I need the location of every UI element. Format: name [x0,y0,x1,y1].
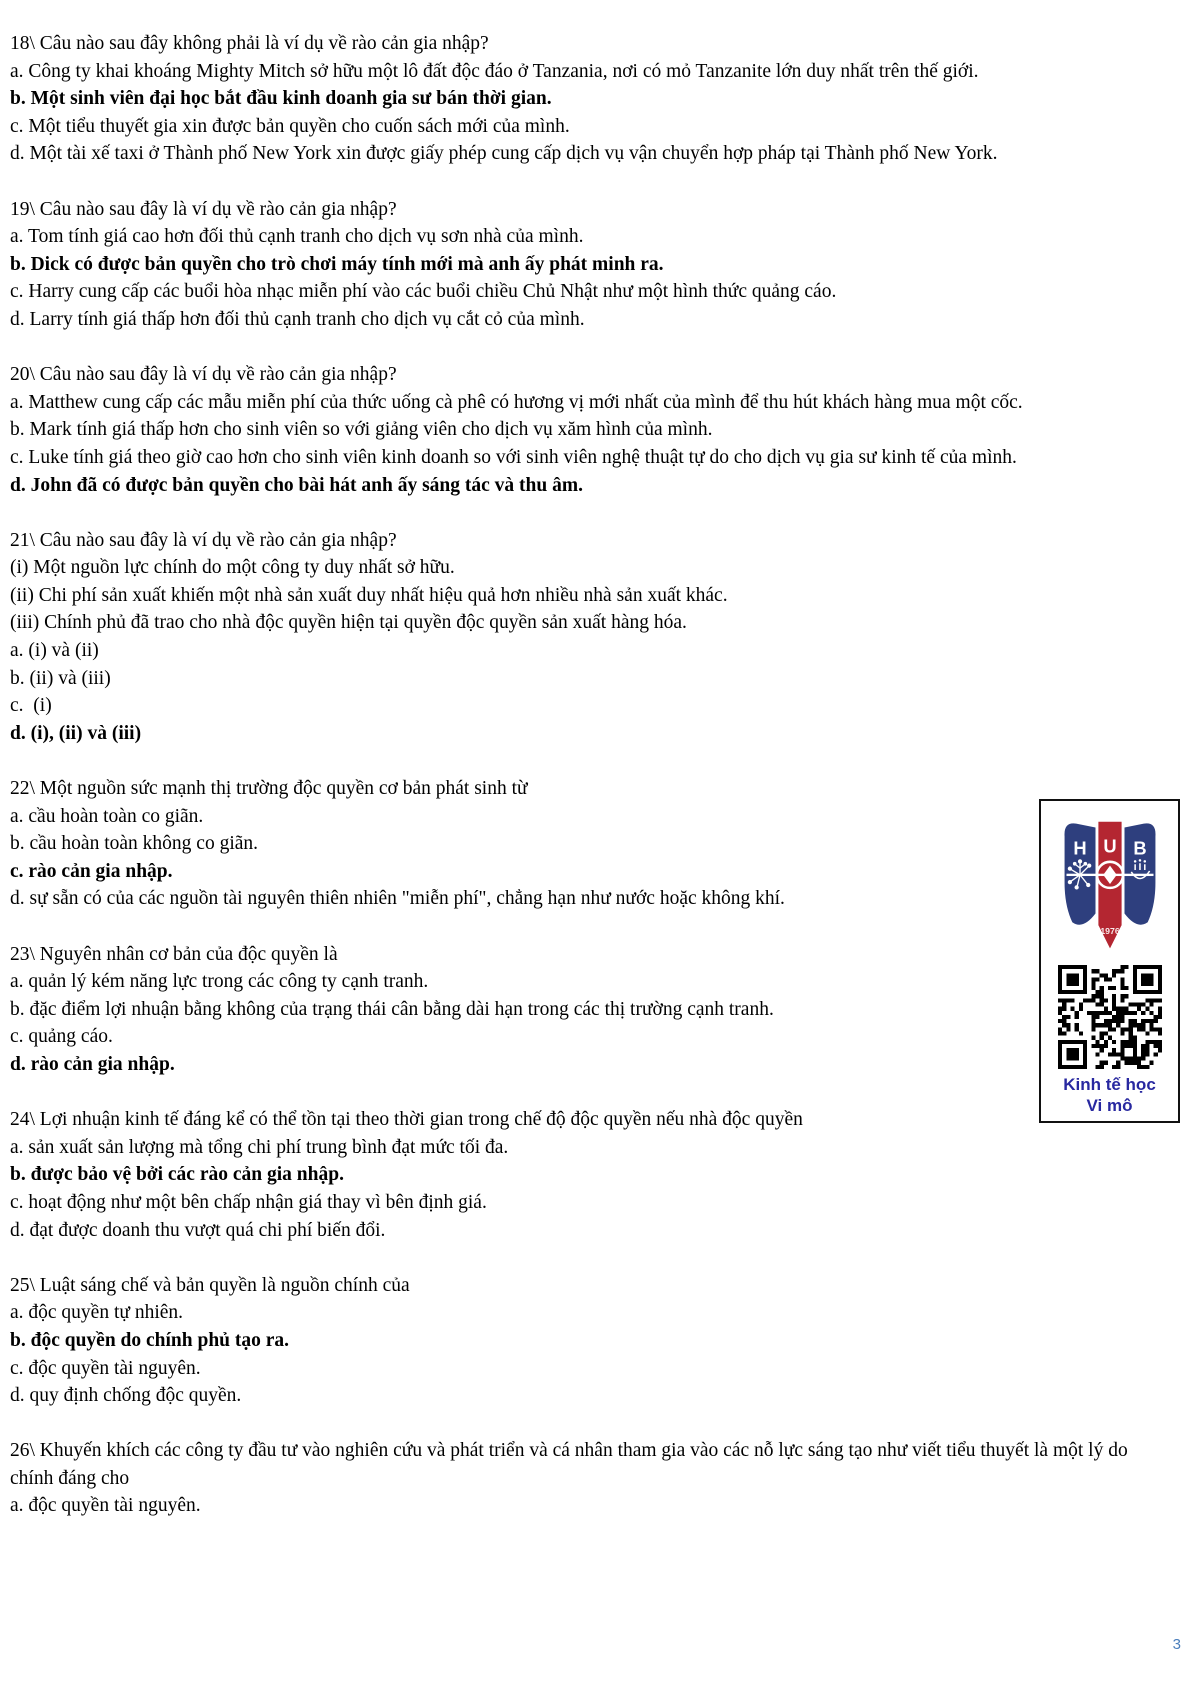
question-21-option-b: b. (ii) và (iii) [10,667,111,689]
question-22-option-b: b. cầu hoàn toàn không co giãn. [10,833,259,855]
question-21-item-2: (ii) Chi phí sản xuất khiến một nhà sản xuất duy nhất hiệu quả hơn nhiều nhà sản xuất khác. [10,584,728,606]
question-20-option-a: a. Matthew cung cấp các mẫu miễn phí của thức uống cà phê có hương vị mới nhất của mình để thu hút khách hàng mua một cốc. [10,391,1023,413]
question-25-option-a: a. độc quyền tự nhiên. [10,1302,184,1324]
question-25-option-c: c. độc quyền tài nguyên. [10,1357,201,1379]
course-caption [1041,1074,1178,1116]
question-22-option-c: c. rào cản gia nhập. [10,860,173,882]
question-22-option-a: a. cầu hoàn toàn co giãn. [10,805,204,827]
question-21-item-3: (iii) Chính phủ đã trao cho nhà độc quyền hiện tại quyền độc quyền sản xuất hàng hóa. [10,612,687,634]
question-19 [10,196,1168,334]
question-20 [10,361,1168,499]
question-24-option-a: a. sản xuất sản lượng mà tổng chi phí trung bình đạt mức tối đa. [10,1136,509,1158]
question-23-prompt: 23\ Nguyên nhân cơ bản của độc quyền là [10,943,338,965]
question-19-prompt: 19\ Câu nào sau đây là ví dụ về rào cản gia nhập? [10,198,397,220]
question-20-option-c: c. Luke tính giá theo giờ cao hơn cho sinh viên kinh doanh so với sinh viên nghệ thuật tự do cho dịch vụ gia sư kinh tế của mình. [10,446,1017,468]
question-22 [10,775,1168,913]
question-23-option-a: a. quản lý kém năng lực trong các công ty cạnh tranh. [10,971,429,993]
shield-letter-u: U [1102,835,1117,857]
qr-code [1058,965,1162,1069]
question-21-option-c: c. (i) [10,695,52,717]
question-26-option-a: a. độc quyền tài nguyên. [10,1495,201,1517]
course-caption-line-2: Vi mô [1086,1096,1133,1115]
question-26-prompt: 26\ Khuyến khích các công ty đầu tư vào nghiên cứu và phát triển và cá nhân tham gia vào các nỗ lực sáng tạo như viết tiểu thuyết là một lý do chính đáng cho [10,1440,1133,1489]
course-logo-box [1039,799,1180,1123]
shield-letter-b: B [1132,837,1147,859]
question-23 [10,941,1168,1079]
question-22-prompt: 22\ Một nguồn sức mạnh thị trường độc quyền cơ bản phát sinh từ [10,778,528,800]
question-19-option-a: a. Tom tính giá cao hơn đối thủ cạnh tranh cho dịch vụ sơn nhà của mình. [10,226,584,248]
question-19-option-d: d. Larry tính giá thấp hơn đối thủ cạnh tranh cho dịch vụ cắt cỏ của mình. [10,308,585,330]
question-18-option-c: c. Một tiểu thuyết gia xin được bản quyền cho cuốn sách mới của mình. [10,115,570,137]
question-21-item-1: (i) Một nguồn lực chính do một công ty duy nhất sở hữu. [10,557,455,579]
question-24-prompt: 24\ Lợi nhuận kinh tế đáng kể có thể tồn tại theo thời gian trong chế độ độc quyền nếu nhà độc quyền [10,1109,803,1131]
question-19-option-c: c. Harry cung cấp các buổi hòa nhạc miễn phí vào các buổi chiều Chủ Nhật như một hình thức quảng cáo. [10,281,837,303]
question-21-option-d: d. (i), (ii) và (iii) [10,722,142,744]
question-19-option-b: b. Dick có được bản quyền cho trò chơi máy tính mới mà anh ấy phát minh ra. [10,253,664,275]
question-20-option-b: b. Mark tính giá thấp hơn cho sinh viên so với giảng viên cho dịch vụ xăm hình của mình. [10,419,713,441]
question-21 [10,527,1168,748]
question-25-option-b: b. độc quyền do chính phủ tạo ra. [10,1329,290,1351]
question-18-option-b: b. Một sinh viên đại học bắt đầu kinh doanh gia sư bán thời gian. [10,88,552,110]
question-list [10,30,1168,1548]
shield-year: 1976 [1099,925,1120,936]
question-18-option-a: a. Công ty khai khoáng Mighty Mitch sở hữu một lô đất độc đáo ở Tanzania, nơi có mỏ Tanzanite lớn duy nhất trên thế giới. [10,60,979,82]
question-25 [10,1272,1168,1410]
question-20-prompt: 20\ Câu nào sau đây là ví dụ về rào cản gia nhập? [10,364,397,386]
question-18 [10,30,1168,168]
question-25-prompt: 25\ Luật sáng chế và bản quyền là nguồn chính của [10,1274,410,1296]
question-26 [10,1437,1168,1520]
question-23-option-b: b. đặc điểm lợi nhuận bằng không của trạng thái cân bằng dài hạn trong các thị trường cạnh tranh. [10,998,774,1020]
question-21-option-a: a. (i) và (ii) [10,640,99,662]
question-21-prompt: 21\ Câu nào sau đây là ví dụ về rào cản gia nhập? [10,529,397,551]
question-24-option-c: c. hoạt động như một bên chấp nhận giá thay vì bên định giá. [10,1191,487,1213]
question-18-option-d: d. Một tài xế taxi ở Thành phố New York xin được giấy phép cung cấp dịch vụ vận chuyển hợp pháp tại Thành phố New York. [10,143,998,165]
question-22-option-d: d. sự sẵn có của các nguồn tài nguyên thiên nhiên "miễn phí", chẳng hạn như nước hoặc không khí. [10,888,785,910]
question-18-prompt: 18\ Câu nào sau đây không phải là ví dụ về rào cản gia nhập? [10,33,489,54]
question-24-option-d: d. đạt được doanh thu vượt quá chi phí biến đổi. [10,1219,386,1241]
question-23-option-c: c. quảng cáo. [10,1026,113,1048]
page-number: 3 [1172,1636,1181,1653]
question-20-option-d: d. John đã có được bản quyền cho bài hát anh ấy sáng tác và thu âm. [10,474,583,496]
hub-shield-logo [1061,813,1159,958]
question-23-option-d: d. rào cản gia nhập. [10,1053,175,1075]
course-caption-line-1: Kinh tế học [1063,1075,1156,1094]
question-24 [10,1106,1168,1244]
shield-letter-h: H [1072,837,1087,859]
question-24-option-b: b. được bảo vệ bởi các rào cản gia nhập. [10,1164,344,1186]
question-25-option-d: d. quy định chống độc quyền. [10,1385,242,1407]
